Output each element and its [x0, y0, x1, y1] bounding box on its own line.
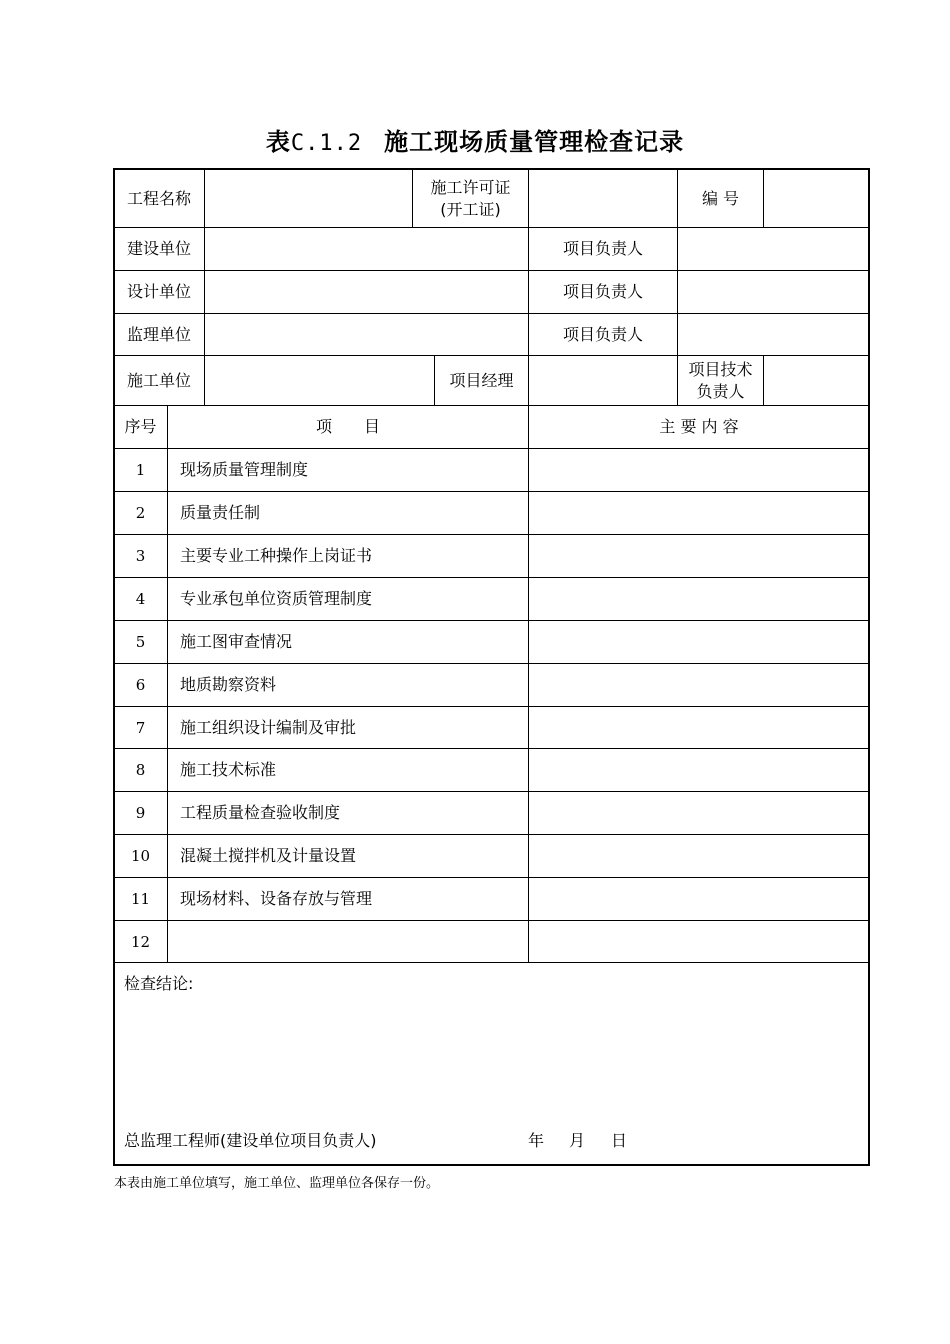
title-text: 施工现场质量管理检查记录 [384, 127, 685, 156]
tech-leader-line1: 项目技术 [688, 359, 753, 379]
designer-leader-label: 项目负责人 [562, 282, 643, 301]
row-number: 11 [130, 890, 151, 908]
date-day: 日 [611, 1131, 628, 1150]
date-year: 年 [528, 1131, 545, 1150]
tech-leader-label [678, 356, 763, 405]
designer-leader-field[interactable] [678, 271, 869, 313]
row-item-field[interactable] [168, 921, 528, 962]
row-content-field[interactable] [529, 578, 869, 620]
row-number: 10 [130, 847, 151, 865]
contractor-field[interactable] [205, 356, 434, 405]
project-name-field[interactable] [205, 170, 412, 227]
item-header: 项 目 [315, 417, 380, 436]
row-number: 3 [135, 547, 146, 565]
project-name-label: 工程名称 [126, 188, 191, 208]
project-manager-field[interactable] [529, 356, 677, 405]
tech-leader-line2: 负责人 [696, 381, 745, 401]
row-content-field[interactable] [529, 921, 869, 962]
row-number: 9 [135, 804, 146, 822]
row-item: 地质勘察资料 [180, 675, 277, 694]
date-month: 月 [569, 1131, 586, 1150]
signer-label: 总监理工程师(建设单位项目负责人) [124, 1131, 377, 1150]
content-header: 主 要 内 容 [659, 417, 739, 436]
row-item: 混凝土搅拌机及计量设置 [180, 846, 357, 865]
row-item: 现场质量管理制度 [180, 460, 309, 479]
row-content-field[interactable] [529, 535, 869, 577]
permit-label-line2: (开工证) [440, 199, 501, 219]
supervisor-label: 监理单位 [126, 324, 191, 344]
supervisor-leader-label: 项目负责人 [562, 324, 643, 344]
tech-leader-field[interactable] [764, 356, 869, 405]
footnote: 本表由施工单位填写，施工单位、监理单位各保存一份。 [114, 1176, 440, 1191]
row-item: 工程质量检查验收制度 [180, 803, 341, 822]
designer-label: 设计单位 [126, 282, 191, 301]
row-content-field[interactable] [529, 492, 869, 534]
row-number: 2 [135, 504, 146, 522]
contractor-label: 施工单位 [126, 370, 191, 390]
row-number: 8 [135, 761, 146, 779]
row-content-field[interactable] [529, 621, 869, 663]
row-content-field[interactable] [529, 707, 869, 748]
project-manager-label: 项目经理 [449, 370, 514, 390]
designer-field[interactable] [205, 271, 528, 313]
title-code: C.1.2 [290, 131, 363, 156]
builder-field[interactable] [205, 228, 528, 270]
row-divider [114, 962, 869, 963]
row-number: 5 [135, 633, 146, 651]
conclusion-label: 检查结论: [124, 974, 194, 993]
builder-leader-label: 项目负责人 [562, 239, 643, 258]
permit-label-line1: 施工许可证 [430, 177, 511, 197]
permit-field[interactable] [529, 170, 677, 227]
row-content-field[interactable] [529, 749, 869, 791]
row-content-field[interactable] [529, 878, 869, 920]
row-item: 施工组织设计编制及审批 [180, 717, 357, 737]
row-content-field[interactable] [529, 835, 869, 877]
row-item: 施工图审查情况 [180, 632, 293, 651]
row-item: 主要专业工种操作上岗证书 [180, 546, 373, 565]
row-item: 质量责任制 [180, 503, 261, 522]
number-field[interactable] [764, 170, 869, 227]
row-item: 现场材料、设备存放与管理 [180, 889, 373, 908]
seq-header: 序号 [124, 417, 157, 436]
number-label: 编 号 [701, 188, 740, 208]
row-content-field[interactable] [529, 792, 869, 834]
builder-label: 建设单位 [126, 239, 191, 258]
row-number: 4 [135, 590, 146, 608]
row-content-field[interactable] [529, 664, 869, 706]
permit-label [413, 170, 528, 227]
row-number: 6 [135, 676, 146, 694]
form-title [0, 122, 950, 157]
supervisor-field[interactable] [205, 314, 528, 355]
row-number: 1 [135, 461, 146, 479]
row-item: 专业承包单位资质管理制度 [180, 589, 373, 608]
supervisor-leader-field[interactable] [678, 314, 869, 355]
title-prefix: 表 [265, 127, 291, 156]
builder-leader-field[interactable] [678, 228, 869, 270]
row-item: 施工技术标准 [180, 760, 277, 779]
conclusion-field[interactable] [120, 996, 864, 1116]
row-content-field[interactable] [529, 449, 869, 491]
row-number: 7 [135, 718, 146, 737]
row-number: 12 [130, 932, 151, 951]
